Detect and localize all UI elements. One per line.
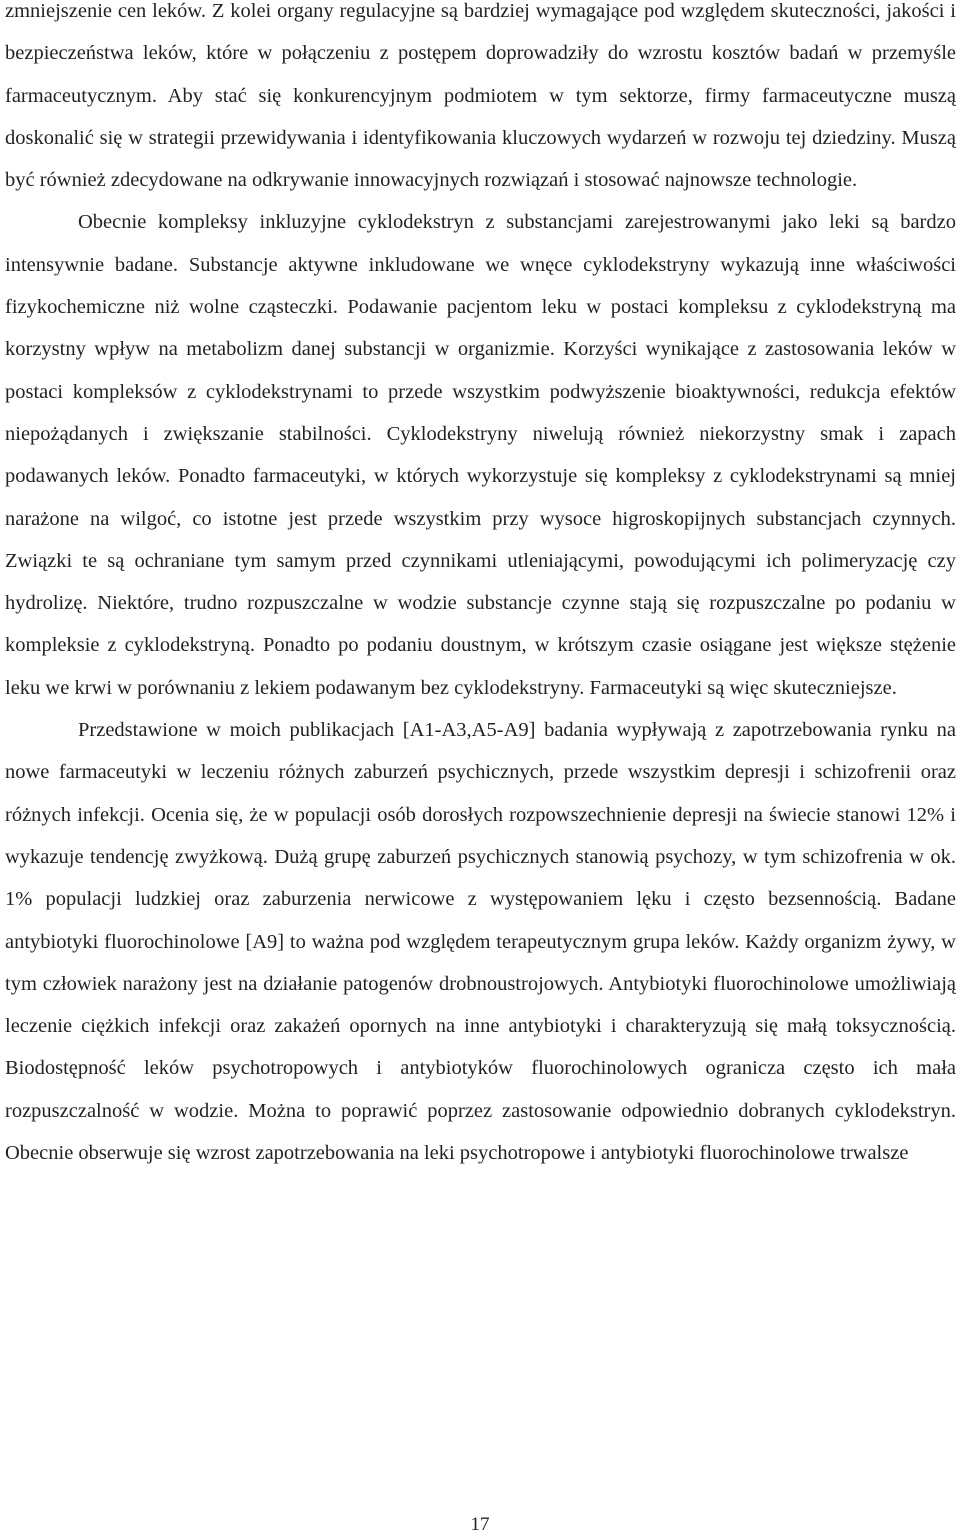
paragraph-1: zmniejszenie cen leków. Z kolei organy regulacyjne są bardziej wymagające pod względem skuteczności, jakości i bezpieczeństwa leków, które w połączeniu z postępem doprowadziły do wzrostu kosztów badań w przemyśle farmaceutycznym. Aby stać się konkurencyjnym podmiotem w tym sektorze, firmy farmaceutyczne muszą doskonalić się w strategii przewidywania i identyfikowania kluczowych wydarzeń w rozwoju tej dziedziny. Muszą być również zdecydowane na odkrywanie innowacyjnych rozwiązań i stosować najnowsze technologie.	[5, 0, 956, 192]
paragraph-3: Przedstawione w moich publikacjach [A1-A3,A5-A9] badania wypływają z zapotrzebowania rynku na nowe farmaceutyki w leczeniu różnych zaburzeń psychicznych, przede wszystkim depresji i schizofrenii oraz różnych infekcji. Ocenia się, że w populacji osób dorosłych rozpowszechnienie depresji na świecie stanowi 12% i wykazuje tendencję zwyżkową. Dużą grupę zaburzeń psychicznych stanowią psychozy, w tym schizofrenia w ok. 1% populacji ludzkiej oraz zaburzenia nerwicowe z występowaniem lęku i często bezsennością. Badane antybiotyki fluorochinolowe [A9] to ważna pod względem terapeutycznym grupa leków. Każdy organizm żywy, w tym człowiek narażony jest na działanie patogenów drobnoustrojowych. Antybiotyki fluorochinolowe umożliwiają leczenie ciężkich infekcji oraz zakażeń opornych na inne antybiotyki i charakteryzują się małą toksycznością. Biodostępność leków psychotropowych i antybiotyków fluorochinolowych ogranicza często ich mała rozpuszczalność w wodzie. Można to poprawić poprzez zastosowanie odpowiednio dobranych cyklodekstryn. Obecnie obserwuje się wzrost zapotrzebowania na leki psychotropowe i antybiotyki fluorochinolowe trwalsze	[5, 719, 956, 1165]
paragraph-2: Obecnie kompleksy inkluzyjne cyklodekstryn z substancjami zarejestrowanymi jako leki są bardzo intensywnie badane. Substancje aktywne inkludowane we wnęce cyklodekstryny wykazują inne właściwości fizykochemiczne niż wolne cząsteczki. Podawanie pacjentom leku w postaci kompleksu z cyklodekstryną ma korzystny wpływ na metabolizm danej substancji w organizmie. Korzyści wynikające z zastosowania leków w postaci kompleksów z cyklodekstrynami to przede wszystkim podwyższenie bioaktywności, redukcja efektów niepożądanych i zwiększanie stabilności. Cyklodekstryny niwelują również niekorzystny smak i zapach podawanych leków. Ponadto farmaceutyki, w których wykorzystuje się kompleksy z cyklodekstrynami są mniej narażone na wilgoć, co istotne jest przede wszystkim przy wysoce higroskopijnych substancjach czynnych. Związki te są ochraniane tym samym przed czynnikami utleniającymi, powodującymi ich polimeryzację czy hydrolizę. Niektóre, trudno rozpuszczalne w wodzie substancje czynne stają się rozpuszczalne po podaniu w kompleksie z cyklodekstryną. Ponadto po podaniu doustnym, w krótszym czasie osiągane jest większe stężenie leku we krwi w porównaniu z lekiem podawanym bez cyklodekstryny. Farmaceutyki są więc skuteczniejsze.	[5, 211, 956, 699]
page-number: 17	[470, 1514, 490, 1535]
document-page	[5, 0, 956, 1174]
